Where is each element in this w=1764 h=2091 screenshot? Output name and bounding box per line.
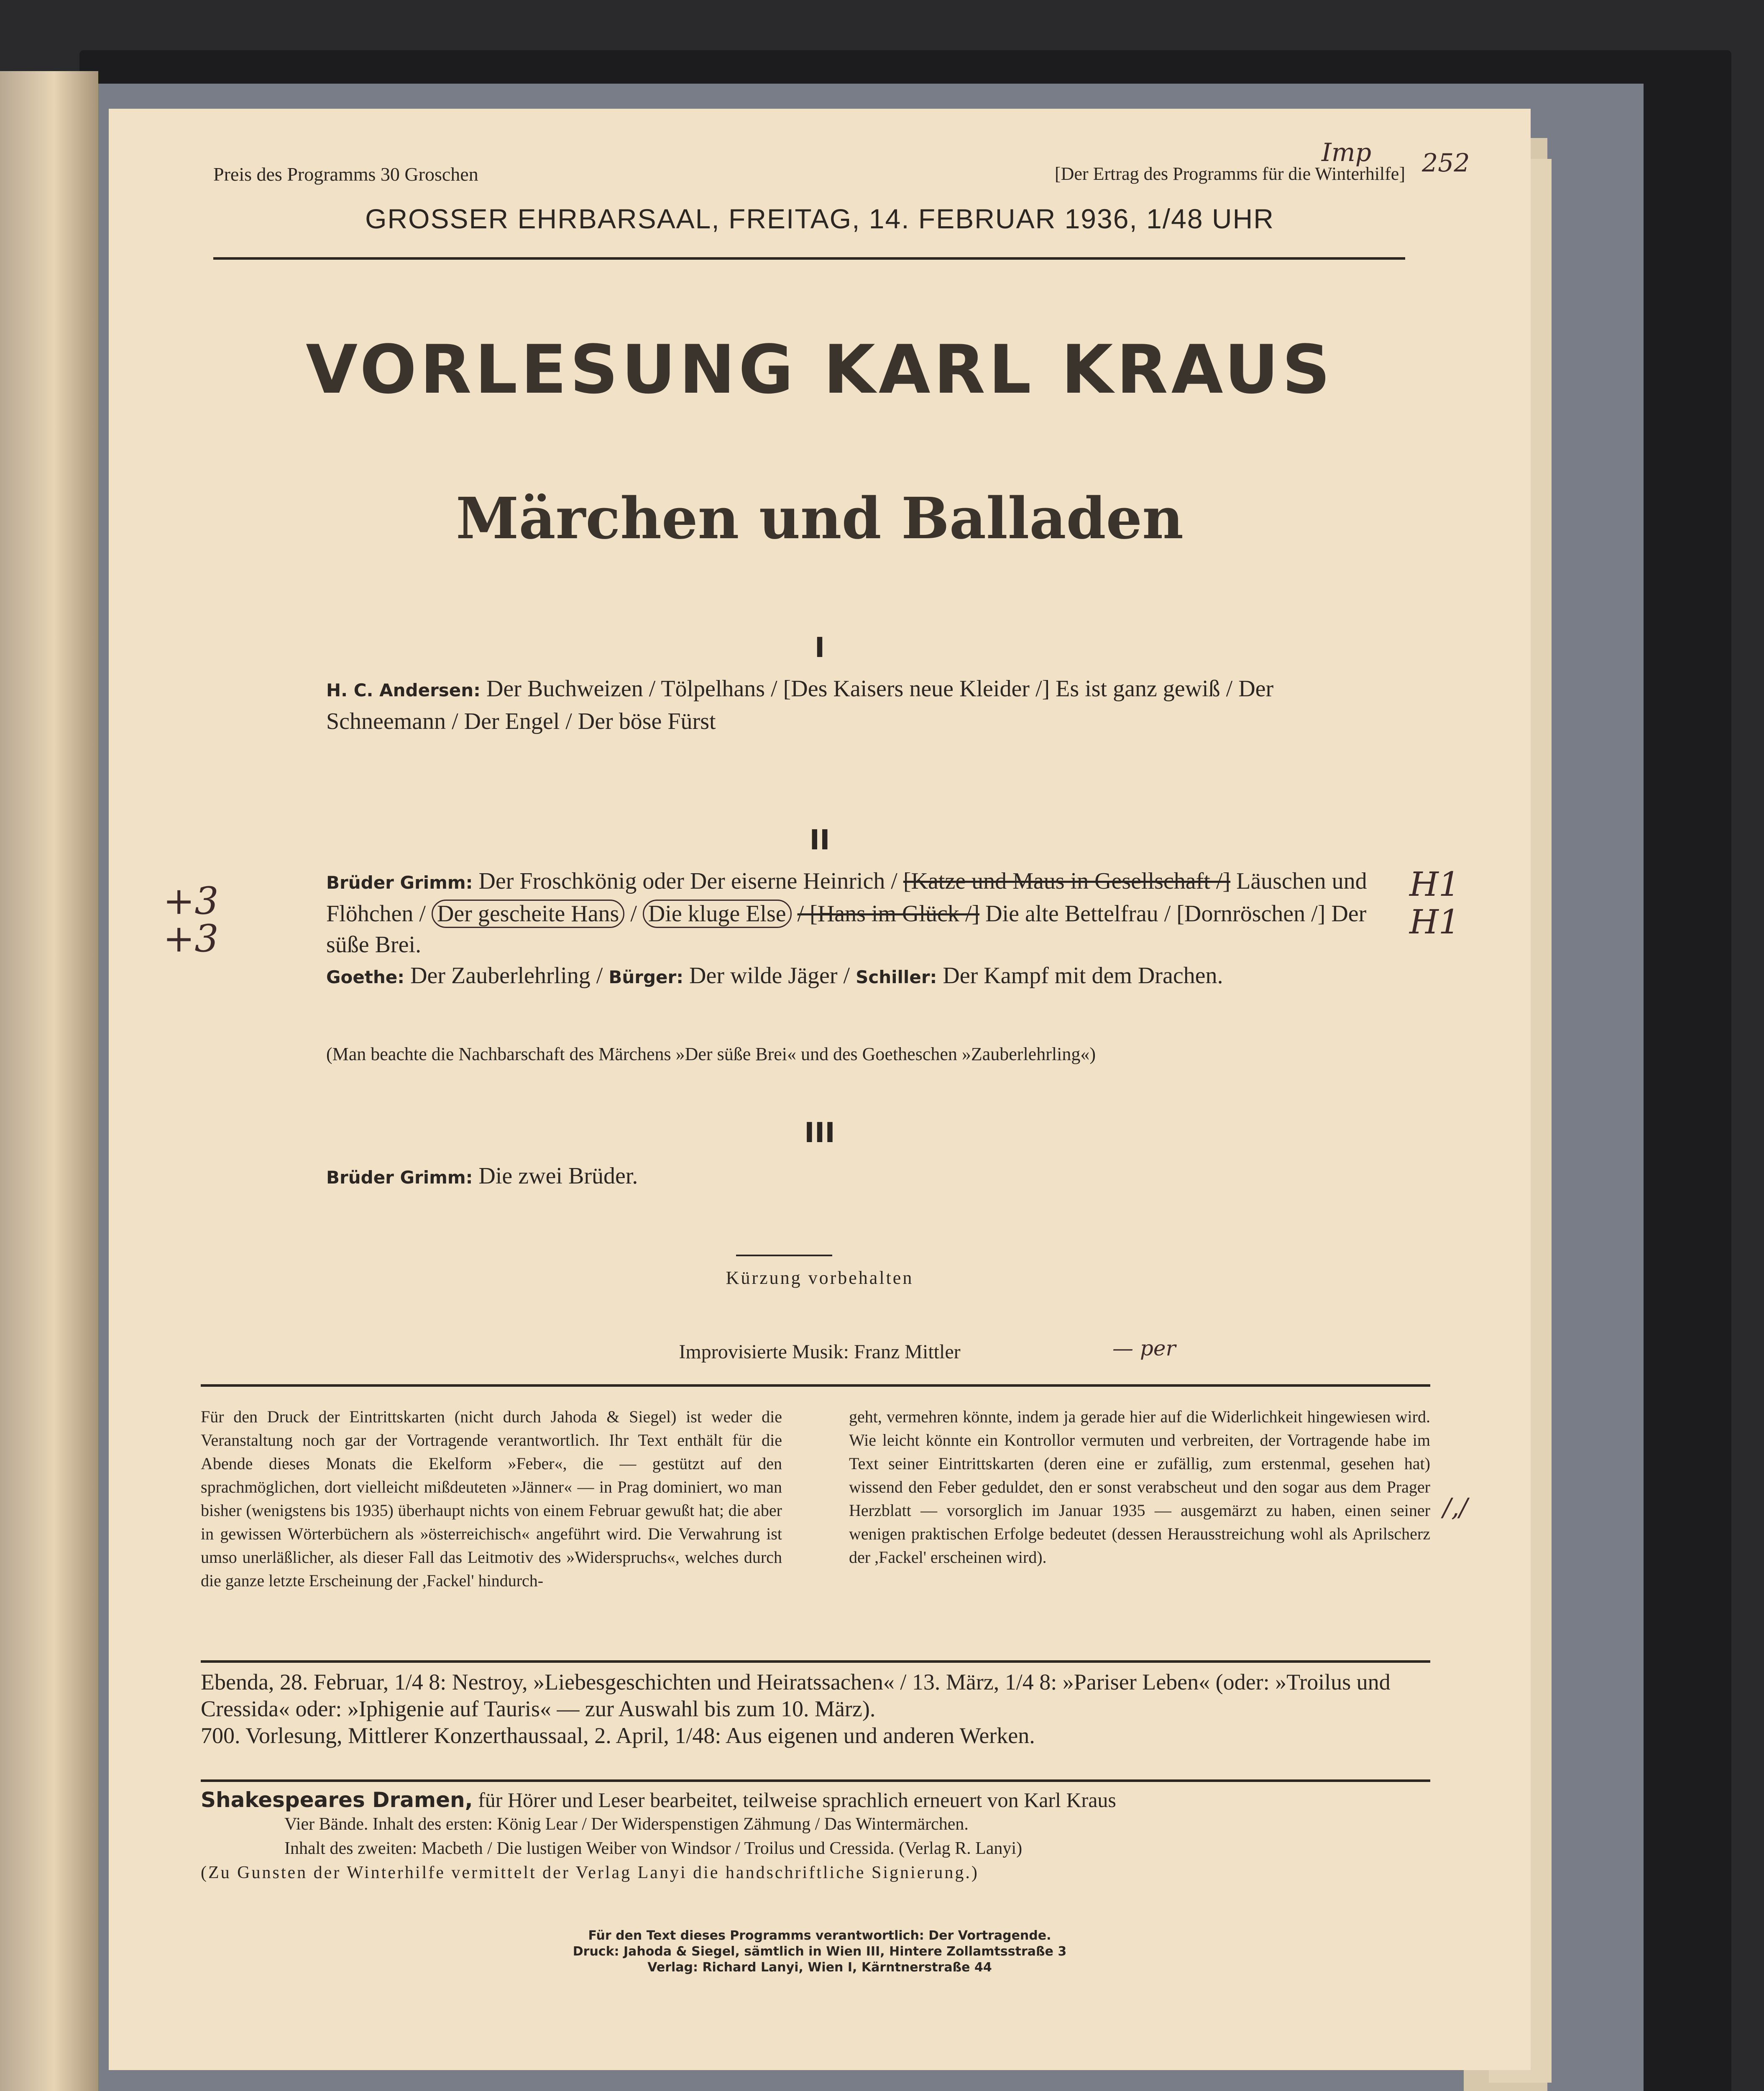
section-numeral-three: III: [804, 1117, 835, 1149]
upcoming-line-1: Ebenda, 28. Februar, 1/4 8: Nestroy, »Liebesgeschichten und Heiratssachen« / 13. März, 1/4 8: »Pariser Leben« (oder: »Troilus und Cressida« oder: »Iphigenie auf Tauris« — zur Auswahl bis zum 10. März).: [201, 1669, 1391, 1721]
section-one-text: [326, 673, 1397, 737]
upcoming-line-2: 700. Vorlesung, Mittlerer Konzerthaussaal, 2. April, 1/48: Aus eigenen und anderen Werken.: [201, 1723, 1035, 1748]
author-buerger: Bürger:: [608, 967, 684, 987]
notice-top-rule: [201, 1384, 1430, 1387]
subtitle: Märchen und Balladen: [456, 485, 1184, 552]
book-spine: [0, 71, 98, 2091]
handwritten-left-margin: +3 +3: [163, 879, 219, 961]
short-rule: [736, 1255, 832, 1256]
kuerzung-note: Kürzung vorbehalten: [726, 1268, 914, 1288]
imprint-footer: [109, 1928, 1531, 1976]
goethe-work: Der Zauberlehrling /: [410, 963, 603, 989]
grimm-works-1: Der Froschkönig oder Der eiserne Heinrich /: [478, 868, 897, 894]
shakespeare-line-1: Vier Bände. Inhalt des ersten: König Lear / Der Widerspenstigen Zähmung / Das Wintermärchen.: [284, 1815, 969, 1834]
upcoming-readings: [201, 1669, 1430, 1749]
proceeds-note: [Der Ertrag des Programms für die Winterhilfe]: [1054, 164, 1405, 184]
handwritten-right-margin: H1 H1: [1409, 865, 1460, 941]
music-credit: Improvisierte Musik: Franz Mittler: [679, 1341, 961, 1363]
upcoming-top-rule: [201, 1660, 1430, 1663]
circled-gescheite-hans: Der gescheite Hans: [432, 900, 624, 928]
imprint-line-1: Für den Text dieses Programms verantwortlich: Der Vortragende.: [588, 1928, 1051, 1943]
main-title: VORLESUNG KARL KRAUS: [306, 330, 1334, 409]
shakespeare-top-rule: [201, 1779, 1430, 1782]
author-schiller: Schiller:: [856, 967, 937, 987]
section-two-note: (Man beachte die Nachbarschaft des Märchens »Der süße Brei« und des Goetheschen »Zauberlehrling«): [326, 1044, 1096, 1064]
imprint-line-2: Druck: Jahoda & Siegel, sämtlich in Wien III, Hintere Zollamtsstraße 3: [573, 1944, 1067, 1959]
grimm-zwei-brueder: Die zwei Brüder.: [478, 1163, 638, 1189]
shakespeare-line-2: Inhalt des zweiten: Macbeth / Die lustigen Weiber von Windsor / Troilus und Cressida. (Verlag R. Lanyi): [284, 1839, 1023, 1858]
shakespeare-title: Shakespeares Dramen,: [201, 1788, 473, 1812]
andersen-works: Der Buchweizen / Tölpelhans / [Des Kaisers neue Kleider /] Es ist ganz gewiß / Der Schneemann / Der Engel / Der böse Fürst: [326, 676, 1274, 734]
separator: /: [630, 901, 637, 927]
buerger-work: Der wilde Jäger /: [689, 963, 850, 989]
imprint-line-3: Verlag: Richard Lanyi, Wien I, Kärntnerstraße 44: [647, 1960, 992, 1975]
grimm-works-2: Läuschen und Flöhchen /: [326, 868, 1367, 927]
section-numeral-two: II: [809, 824, 830, 856]
grimm-works-3: Die alte Bettelfrau / [Dornröschen /] Der süße Brei.: [326, 901, 1367, 958]
handwritten-music-note: — per: [1112, 1336, 1176, 1360]
author-goethe: Goethe:: [326, 967, 405, 987]
schiller-work: Der Kampf mit dem Drachen.: [943, 963, 1223, 989]
section-numeral-one: I: [814, 631, 825, 664]
author-grimm-three: Brüder Grimm:: [326, 1167, 473, 1188]
handwritten-page-number: 252: [1422, 148, 1470, 178]
venue-date-line: GROSSER EHRBARSAAL, FREITAG, 14. FEBRUAR 1936, 1/48 UHR: [365, 203, 1274, 234]
shakespeare-line-3: (Zu Gunsten der Winterhilfe vermittelt der Verlag Lanyi die handschriftliche Signierung.): [201, 1863, 979, 1882]
header-row: [213, 163, 1405, 188]
shakespeare-title-rest: für Hörer und Leser bearbeitet, teilweise sprachlich erneuert von Karl Kraus: [478, 1788, 1116, 1812]
program-sheet: [109, 109, 1531, 2070]
circled-kluge-else: Die kluge Else: [643, 900, 792, 928]
handwritten-imp: Imp: [1322, 138, 1372, 167]
author-grimm: Brüder Grimm:: [326, 872, 473, 893]
handwritten-right-note: /,/: [1443, 1493, 1468, 1522]
struck-katze-und-maus: [Katze und Maus in Gesellschaft /]: [903, 868, 1231, 894]
price-note: Preis des Programms 30 Groschen: [213, 164, 478, 185]
section-two-text: [326, 866, 1397, 993]
author-andersen: H. C. Andersen:: [326, 680, 481, 700]
shakespeare-notice: [201, 1788, 1430, 1885]
section-three-text: [326, 1161, 1397, 1193]
header-rule: [213, 257, 1405, 260]
struck-hans-im-glueck: / [Hans im Glück /]: [797, 901, 980, 927]
notice-left-column: Für den Druck der Eintrittskarten (nicht durch Jahoda & Siegel) ist weder die Veranstaltung noch gar der Vortragende verantwortlich. Ihr Text enthält für die Abende dieses Monats die Ekelform »Feber«, die — gestützt auf den sprachmöglichen, dort vielleicht mißdeuteten »Jänner« — in Prag dominiert, wo man bisher (wenigstens bis 1935) überhaupt nichts von einem Februar gewußt hat; die aber in gewissen Wörterbüchern als »österreichisch« angeführt wird. Die Verwahrung ist umso unerläßlicher, als dieser Fall das Leitmotiv des »Widerspruchs«, welches durch die ganze letzte Erscheinung der ,Fackel' hindurch-: [201, 1407, 782, 1590]
notice-right-column: geht, vermehren könnte, indem ja gerade hier auf die Widerlichkeit hingewiesen wird. Wie leicht könnte ein Kontrollor vermuten und verbreiten, der Vortragende habe im Text seiner Eintrittskarten (deren eine er zufällig, zum erstenmal, gesehen hat) wissend den Feber geduldet, den er sonst verabscheut und den sogar aus dem Prager Herzblatt — vorsorglich im Januar 1935 — ausgemärzt zu haben, einen seiner wenigen praktischen Erfolge bedeutet (dessen Herausstreichung wohl als Aprilscherz der ,Fackel' erscheinen wird).: [849, 1407, 1430, 1567]
